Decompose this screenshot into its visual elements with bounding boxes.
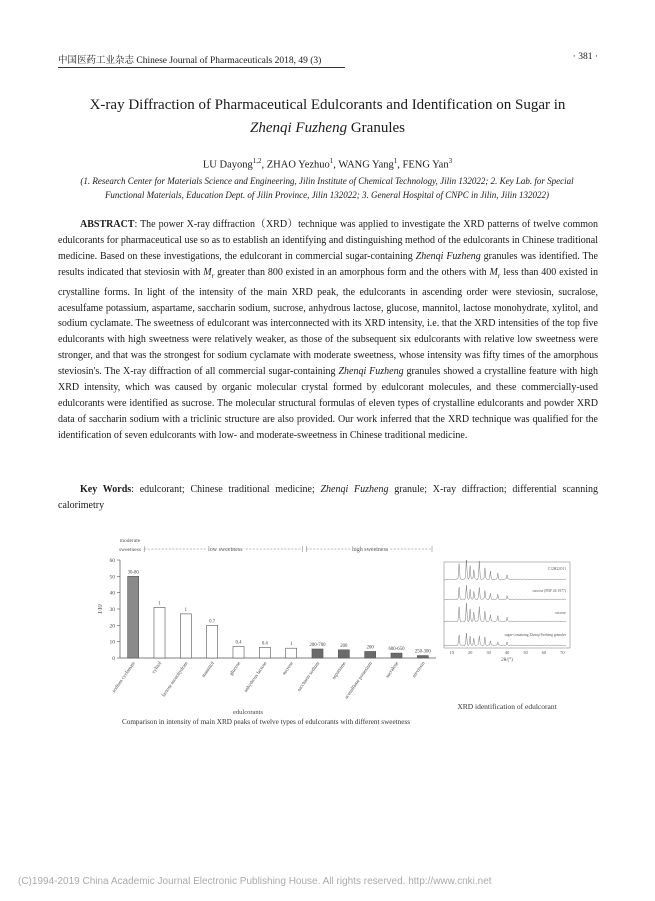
abstract-text: granules was identified. The results indicated that steviosin with bbox=[58, 250, 598, 278]
category-label: mannitol bbox=[201, 661, 216, 679]
bar-value-label: 200 bbox=[366, 645, 374, 651]
abstract: ABSTRACT: The power X-ray diffraction（XRD）technique was applied to investigate the XRD patterns of twelve common edulcorants for pharmaceutical use so as to establish an identifying and distinguishing method of the edulcorants in Chinese traditional medicine. Based on these investigations, the edulcorant in commercial sugar-containing Zhenqi Fuzheng granules was identified. The results indicated that steviosin with $M_r$ greater than 800 existed in an amorphous form and the others with $M_r$ less than 400 existed in crystalline forms. In light of the intensity of the main XRD peak, the edulcorants in ascending order were steviosin, sucralose, acesulfame potassium, aspartame, saccharin sodium, sucrose, anhydrous lactose, glucose, mannitol, lactose monohydrate, xylitol, and sodium cyclamate. The sweetness of edulcorant was interconnected with its XRD intensity, i.e. that the XRD intensities of the top five edulcorants with high sweetness were relatively weaker, as those of the subsequent six edulcorants with relative low sweetness were stronger, and that was the strongest for sodium cyclamate with moderate sweetness, whose intensity was fifty times of the amorphous steviosin's. The X-ray diffraction of all commercial sugar-containing Zhenqi Fuzheng granules showed a crystalline feature with high XRD intensity, which was caused by organic molecular crystal formed by edulcorant molecules, and these commercially-used edulcorants were identified as sucrose. The molecular structural formulas of eleven types of crystalline edulcorants and powder XRD data of saccharin sodium with a triclinic structure are also provided. Our work inferred that the XRD technique was qualified for the identification of seven edulcorants with low- and moderate-sweetness in Chinese traditional medicine. bbox=[58, 219, 599, 441]
y-tick-label: 20 bbox=[109, 623, 115, 630]
xrd-trace-label: sucrose (PDF 24-1977) bbox=[532, 589, 566, 593]
title-line-2 bbox=[40, 117, 615, 140]
authors: LU Dayong$^{1,2}$, ZHAO Yezhuo$^1$, WANG Yang$^1$, FENG Yan$^3$ bbox=[202, 157, 453, 171]
keywords-text: : edulcorant; Chinese traditional medicine; bbox=[131, 484, 321, 495]
xrd-pattern-panel bbox=[436, 560, 576, 668]
bar-value-label: 1 bbox=[158, 601, 161, 607]
keywords-label: Key Words bbox=[80, 484, 132, 495]
xrd-trace bbox=[444, 603, 566, 622]
category-label: glucose bbox=[229, 661, 243, 677]
abstract-italic: M bbox=[203, 266, 212, 278]
bar bbox=[417, 656, 428, 658]
keywords-italic: Zhenqi Fuzheng bbox=[320, 484, 389, 495]
bar bbox=[180, 614, 191, 658]
region-label-moderate: sweetness bbox=[119, 547, 141, 553]
x-axis-label: edulcorants bbox=[233, 709, 263, 716]
region-label-high: high sweetness bbox=[352, 547, 389, 553]
paper-title bbox=[40, 94, 615, 140]
category-label: sodium cyclamate bbox=[111, 661, 137, 694]
bar bbox=[286, 648, 297, 658]
bar-value-label: 0.4 bbox=[235, 640, 242, 646]
xrd-x-tick-label: 40 bbox=[504, 650, 510, 655]
category-label: steviosin bbox=[412, 661, 427, 679]
bar bbox=[365, 651, 376, 658]
bar bbox=[154, 607, 165, 658]
bar bbox=[338, 650, 349, 658]
bar bbox=[233, 647, 244, 658]
bar-value-label: 200-700 bbox=[309, 643, 326, 649]
page-number: · 381 · bbox=[572, 52, 598, 62]
title-italic: Zhenqi Fuzheng bbox=[250, 120, 348, 136]
journal-citation: 中国医药工业杂志 Chinese Journal of Pharmaceuticals 2018, 49 (3) bbox=[58, 56, 322, 66]
copyright-footer: (C)1994-2019 China Academic Journal Electronic Publishing House. All rights reserved. http://www.cnki.net bbox=[18, 876, 492, 887]
y-tick-label: 50 bbox=[109, 574, 115, 581]
title-rest: Granules bbox=[347, 120, 405, 136]
abstract-italic: M bbox=[489, 266, 498, 278]
abstract-text: granules showed a crystalline feature with high XRD intensity, which was caused by organic molecular crystal formed by edulcorant molecules, and these commercially-used edulcorants were identified as sucrose. The molecular structural formulas of eleven types of crystalline edulcorants and powder XRD data of saccharin sodium with a triclinic structure are also provided. Our work inferred that the XRD technique was qualified for the identification of seven edulcorants with low- and moderate-sweetness in Chinese traditional medicine. bbox=[58, 366, 599, 441]
bar bbox=[312, 649, 323, 658]
category-label: saccharin sodium bbox=[297, 661, 322, 693]
category-label: lactose monohydrate bbox=[161, 661, 190, 699]
xrd-x-tick-label: 60 bbox=[541, 650, 547, 655]
category-label: acesulfame potassium bbox=[344, 661, 374, 701]
xrd-x-tick-label: 70 bbox=[560, 650, 565, 655]
xrd-x-tick-label: 20 bbox=[467, 650, 473, 655]
abstract-text: less than 400 existed in crystalline forms. In light of the intensity of the main XRD peak, the edulcorants in ascending order were steviosin, sucralose, acesulfame potassium, aspartame, saccharin sodium, sucrose, anhydrous lactose, glucose, mannitol, lactose monohydrate, xylitol, and sodium cyclamate. The sweetness of edulcorant was interconnected with its XRD intensity, i.e. that the XRD intensities of the top five edulcorants with high sweetness were relatively weaker, as those of the subsequent six edulcorants with relative low sweetness were stronger, and that was the strongest for sodium cyclamate with moderate sweetness, whose intensity was fifty times of the amorphous steviosin's. The X-ray diffraction of all commercial sugar-containing bbox=[58, 266, 599, 378]
title-line-1: X-ray Diffraction of Pharmaceutical Edulcorants and Identification on Sugar in bbox=[89, 97, 566, 113]
keywords bbox=[58, 482, 598, 514]
header-rule bbox=[58, 67, 345, 68]
category-label: sucrose bbox=[282, 661, 295, 677]
category-label: sucralose bbox=[385, 661, 401, 680]
bar-value-label: 0.4 bbox=[261, 641, 268, 647]
xrd-caption: XRD identification of edulcorant bbox=[457, 702, 557, 711]
xrd-x-tick-label: 30 bbox=[486, 650, 491, 655]
region-label-moderate: moderate bbox=[119, 538, 141, 544]
bar-value-label: 200 bbox=[340, 643, 348, 649]
bar-value-label: 600-650 bbox=[388, 647, 405, 653]
category-label: anhydrous lactose bbox=[243, 661, 269, 694]
xrd-x-tick-label: 50 bbox=[523, 650, 528, 655]
category-label: xylitol bbox=[151, 661, 164, 675]
y-tick-label: 10 bbox=[109, 639, 115, 646]
bar bbox=[128, 576, 139, 658]
bar bbox=[259, 647, 270, 658]
y-tick-label: 60 bbox=[109, 558, 115, 564]
chart-caption: Comparison in intensity of main XRD peaks of twelve types of edulcorants with different sweetness bbox=[121, 718, 411, 726]
bar-value-label: 250-300 bbox=[414, 649, 431, 655]
xrd-trace-label: sucrose bbox=[555, 611, 566, 615]
bar bbox=[391, 653, 402, 658]
y-tick-label: 40 bbox=[109, 590, 115, 597]
bar-value-label: 1 bbox=[289, 642, 293, 648]
keywords-text: granule; X-ray diffraction; differential scanning calorimetry bbox=[58, 484, 598, 511]
abstract-text: greater than 800 existed in an amorphous form and the others with bbox=[214, 266, 490, 278]
abstract-italic: Zhenqi Fuzheng bbox=[415, 250, 481, 262]
abstract-text: : The power X-ray diffraction（XRD）technique was applied to investigate the XRD patterns of twelve common edulcorants for pharmaceutical use so as to establish an identifying and distinguishing method of the edulcorants in Chinese traditional medicine. Based on these investigations, the edulcorant in commercial sugar-containing bbox=[58, 219, 598, 262]
xrd-trace-label: sugar-containing Zhenqi Fuzheng granules bbox=[504, 633, 566, 637]
y-axis-label: I/I0 bbox=[97, 604, 104, 614]
affiliation: (1. Research Center for Materials Science and Engineering, Jilin Institute of Chemical Technology, Jilin 132022; 2. Key Lab. for Special Functional Materials, Education Dept. of Jilin Province, Jilin 132022; 3. General Hospital of CNPC in Jilin, Jilin 132022) bbox=[80, 176, 574, 200]
bar-value-label: 30-80 bbox=[127, 570, 139, 576]
xrd-x-tick-label: 10 bbox=[449, 650, 454, 655]
category-label: aspartame bbox=[331, 661, 348, 681]
bar-value-label: 1 bbox=[184, 607, 188, 613]
intensity-bar-chart bbox=[96, 536, 436, 716]
abstract-label: ABSTRACT bbox=[80, 219, 135, 230]
abstract-italic: Zhenqi Fuzheng bbox=[338, 366, 404, 378]
bar bbox=[207, 625, 218, 658]
bar-value-label: 0.7 bbox=[209, 619, 216, 625]
xrd-trace-label: C12H22O11 bbox=[547, 567, 566, 571]
y-tick-label: 0 bbox=[112, 656, 115, 662]
y-tick-label: 30 bbox=[109, 607, 115, 613]
region-label-low: low sweetness bbox=[208, 547, 243, 553]
xrd-x-axis-label: 2θ/(°) bbox=[501, 658, 513, 663]
